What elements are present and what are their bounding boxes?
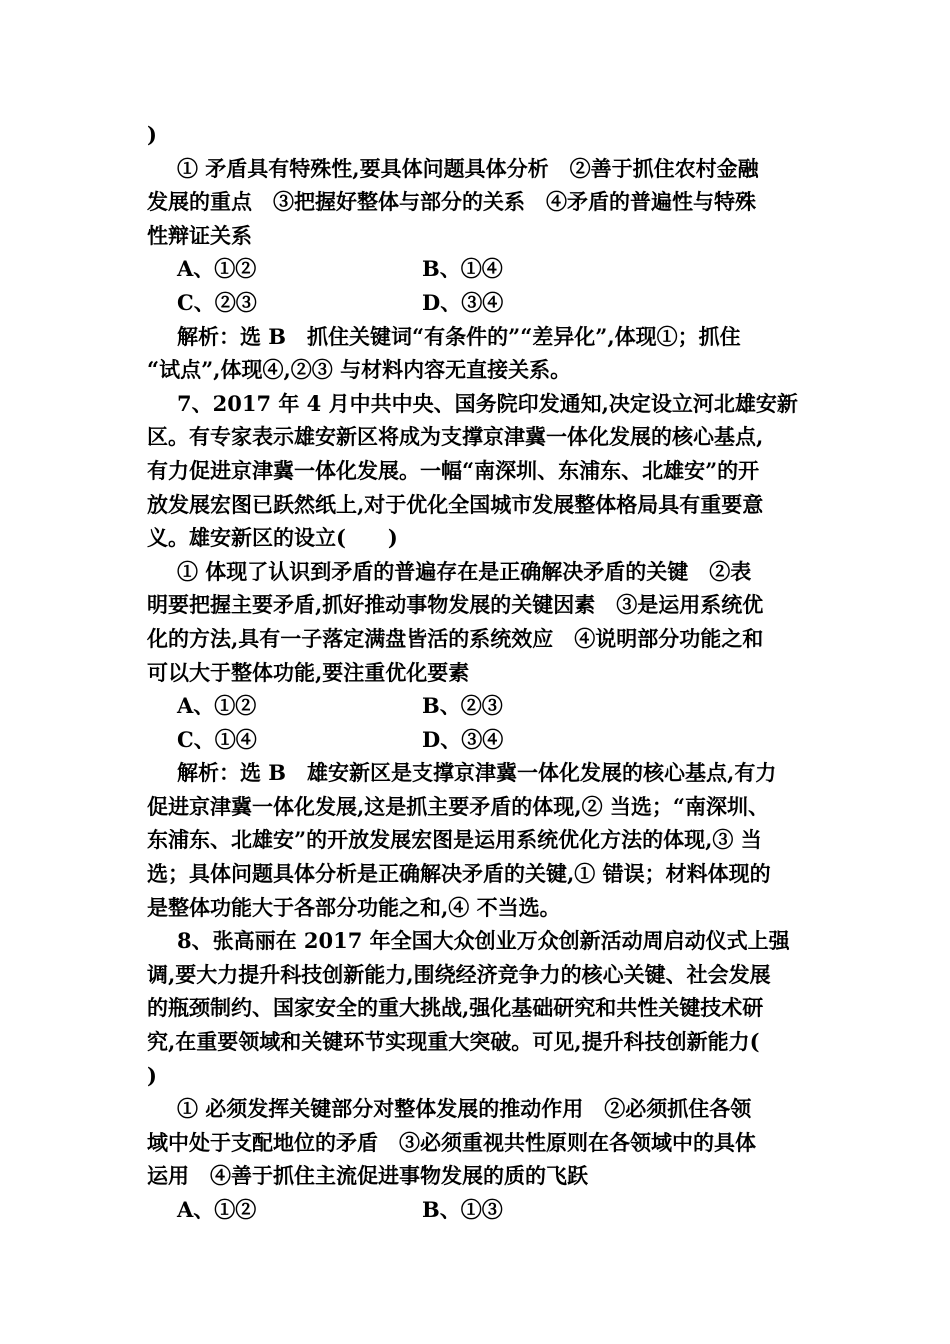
q7-statements-line-4: 可以大于整体功能,要注重优化要素: [147, 659, 470, 685]
q6-option-d: D、③④: [422, 289, 504, 315]
q6-options-row-2: [147, 286, 812, 320]
q7-stem-line-1: 7、2017 年 4 月中共中央、国务院印发通知,决定设立河北雄安新: [177, 390, 798, 416]
q6-options-row-1: [147, 252, 812, 286]
q7-statements-line-3: 化的方法,具有一子落定满盘皆活的系统效应 ④说明部分功能之和: [147, 625, 764, 651]
q7-stem-line-2: 区。有专家表示雄安新区将成为支撑京津冀一体化发展的核心基点,: [147, 424, 764, 450]
q6-option-c: C、②③: [177, 289, 257, 315]
q7-stem-line-3: 有力促进京津冀一体化发展。一幅“南深圳、东浦东、北雄安”的开: [147, 457, 760, 483]
q7-option-a: A、①②: [177, 693, 257, 719]
q8-stem-line-5: ): [147, 1062, 157, 1088]
q7-stem-line-4: 放发展宏图已跃然纸上,对于优化全国城市发展整体格局具有重要意: [147, 491, 764, 517]
q6-option-a: A、①②: [177, 256, 257, 282]
q7-option-c: C、①④: [177, 726, 257, 752]
q8-stem-line-4: 究,在重要领域和关键环节实现重大突破。可见,提升科技创新能力(: [147, 1029, 760, 1055]
q7-statements-line-1: ① 体现了认识到矛盾的普遍存在是正确解决矛盾的关键 ②表: [177, 558, 752, 584]
q6-analysis-line-2: “试点”,体现④,②③ 与材料内容无直接关系。: [147, 357, 572, 383]
q6-statements-line-3: 性辩证关系: [147, 222, 252, 248]
document-body: [147, 118, 812, 1227]
q8-statements-line-1: ① 必须发挥关键部分对整体发展的推动作用 ②必须抓住各领: [177, 1096, 752, 1122]
q7-option-b: B、②③: [422, 693, 503, 719]
q8-options-row-1: [147, 1193, 812, 1227]
q7-analysis-line-3: 东浦东、北雄安”的开放发展宏图是运用系统优化方法的体现,③ 当: [147, 827, 762, 853]
q7-analysis-line-5: 是整体功能大于各部分功能之和,④ 不当选。: [147, 894, 561, 920]
q7-analysis-line-4: 选；具体问题具体分析是正确解决矛盾的关键,① 错误；材料体现的: [147, 861, 771, 887]
q7-analysis-line-1: 解析：选 B 雄安新区是支撑京津冀一体化发展的核心基点,有力: [177, 760, 777, 786]
q6-stem-tail: ): [147, 122, 157, 147]
q8-stem-line-2: 调,要大力提升科技创新能力,围绕经济竞争力的核心关键、社会发展: [147, 961, 771, 987]
q7-option-d: D、③④: [422, 726, 504, 752]
q7-options-row-2: [147, 723, 812, 757]
q7-options-row-1: [147, 689, 812, 723]
q7-analysis-line-2: 促进京津冀一体化发展,这是抓主要矛盾的体现,② 当选；“南深圳、: [147, 793, 770, 819]
q8-stem-line-3: 的瓶颈制约、国家安全的重大挑战,强化基础研究和共性关键技术研: [147, 995, 764, 1021]
q6-statements-line-2: 发展的重点 ③把握好整体与部分的关系 ④矛盾的普遍性与特殊: [147, 189, 756, 215]
q8-option-b: B、①③: [422, 1197, 503, 1222]
q6-analysis-line-1: 解析：选 B 抓住关键词“有条件的”“差异化”,体现①；抓住: [177, 323, 741, 349]
q8-statements-line-2: 域中处于支配地位的矛盾 ③必须重视共性原则在各领域中的具体: [147, 1129, 756, 1155]
q7-stem-line-5: 义。雄安新区的设立( ): [147, 525, 398, 551]
q6-option-b: B、①④: [422, 256, 503, 282]
q8-option-a: A、①②: [177, 1197, 257, 1222]
q8-stem-line-1: 8、张高丽在 2017 年全国大众创业万众创新活动周启动仪式上强: [177, 928, 790, 954]
q6-statements-line-1: ① 矛盾具有特殊性,要具体问题具体分析 ②善于抓住农村金融: [177, 155, 759, 181]
q7-statements-line-2: 明要把握主要矛盾,抓好推动事物发展的关键因素 ③是运用系统优: [147, 592, 764, 618]
q8-statements-line-3: 运用 ④善于抓住主流促进事物发展的质的飞跃: [147, 1163, 588, 1189]
